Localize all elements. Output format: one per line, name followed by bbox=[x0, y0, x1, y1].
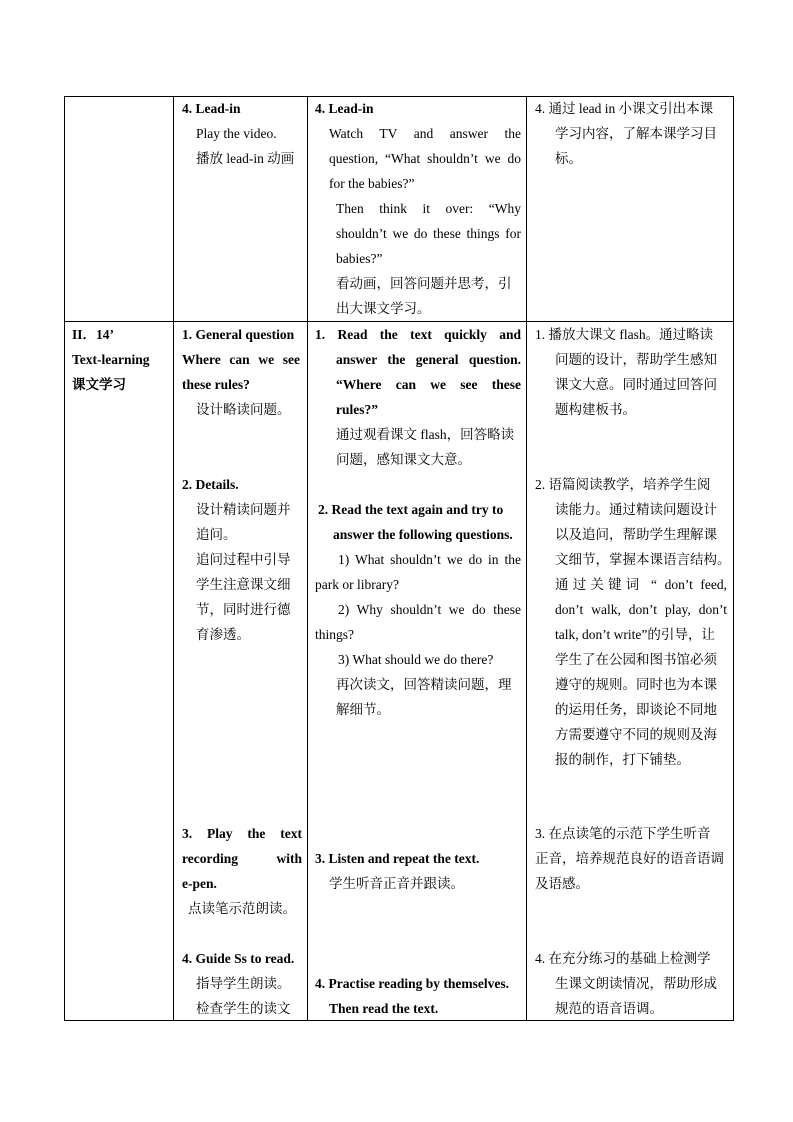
row1-student-line: question, “What shouldn’t we do bbox=[329, 151, 521, 166]
purpose-line: don’t walk, don’t play, don’t bbox=[555, 602, 727, 617]
purpose-line: 4. 在充分练习的基础上检测学 bbox=[535, 951, 711, 966]
row1-purpose-line: 学习内容，了解本课学习目 bbox=[555, 126, 717, 141]
student-listen-heading: 3. Listen and repeat the text. bbox=[315, 851, 480, 866]
purpose-line: 正音，培养规范良好的语音语调 bbox=[535, 851, 724, 866]
purpose-line: 题构建板书。 bbox=[555, 402, 636, 417]
purpose-line: 报的制作，打下铺垫。 bbox=[555, 752, 690, 767]
teacher-guide-line: 检查学生的读文 bbox=[196, 1001, 291, 1016]
student-question: 3) What should we do there? bbox=[338, 652, 494, 667]
student-read-cn: 通过观看课文 flash，回答略读 bbox=[336, 427, 515, 442]
purpose-line: 3. 在点读笔的示范下学生听音 bbox=[535, 826, 711, 841]
student-read-cn: 问题，感知课文大意。 bbox=[336, 452, 471, 467]
student-question: things? bbox=[315, 627, 354, 642]
table-border-left bbox=[64, 96, 65, 1021]
row2-step-label: II．14’ bbox=[72, 327, 115, 342]
teacher-details-line: 追问过程中引导 bbox=[196, 552, 291, 567]
purpose-line: 的运用任务，即谈论不同地 bbox=[555, 702, 717, 717]
row2-step-label: Text-learning bbox=[72, 352, 150, 367]
row1-teacher-line: 播放 lead-in 动画 bbox=[196, 151, 295, 166]
row1-teacher-heading: 4. Lead-in bbox=[182, 101, 241, 116]
teacher-guide-line: 指导学生朗读。 bbox=[196, 976, 291, 991]
teacher-play-cn: 点读笔示范朗读。 bbox=[188, 901, 296, 916]
teacher-details-line: 节，同时进行德 bbox=[196, 602, 291, 617]
student-read-line: 1. Read the text quickly and bbox=[315, 327, 521, 342]
row1-student-line: Then think it over: “Why bbox=[336, 201, 521, 216]
purpose-line: 问题的设计，帮助学生感知 bbox=[555, 352, 717, 367]
student-again-line: 2. Read the text again and try to bbox=[318, 502, 504, 517]
teacher-details-heading: 2. Details. bbox=[182, 477, 239, 492]
row1-student-line: babies?” bbox=[336, 251, 383, 266]
purpose-line: 读能力。通过精读问题设计 bbox=[555, 502, 717, 517]
student-question: 1) What shouldn’t we do in the bbox=[338, 552, 521, 567]
purpose-line: 规范的语音语调。 bbox=[555, 1001, 663, 1016]
row1-student-line: for the babies?” bbox=[329, 176, 415, 191]
purpose-line: 以及追问，帮助学生理解课 bbox=[555, 527, 717, 542]
row1-student-line: shouldn’t we do these things for bbox=[336, 226, 521, 241]
teacher-general-heading: 1. General question bbox=[182, 327, 295, 342]
row1-purpose-line: 4. 通过 lead in 小课文引出本课 bbox=[535, 101, 714, 116]
student-question: park or library? bbox=[315, 577, 399, 592]
student-again-line: answer the following questions. bbox=[333, 527, 513, 542]
student-read-line: answer the general question. bbox=[336, 352, 521, 367]
row1-student-line: Watch TV and answer the bbox=[329, 126, 521, 141]
purpose-line: talk, don’t write”的引导，让 bbox=[555, 627, 715, 642]
table-divider-3 bbox=[526, 96, 527, 1021]
student-practise-line: 4. Practise reading by themselves. bbox=[315, 976, 509, 991]
row1-student-line: 看动画，回答问题并思考，引 bbox=[336, 276, 512, 291]
teacher-details-line: 学生注意课文细 bbox=[196, 577, 291, 592]
purpose-line: 方需要遵守不同的规则及海 bbox=[555, 727, 717, 742]
table-divider-2 bbox=[307, 96, 308, 1021]
purpose-line: 通过关键词 “ don’t feed, bbox=[555, 577, 727, 592]
table-border-right bbox=[733, 96, 734, 1021]
table-divider-1 bbox=[173, 96, 174, 1021]
student-again-cn: 再次读文，回答精读问题，理 bbox=[336, 677, 512, 692]
teacher-details-line: 育渗透。 bbox=[196, 627, 250, 642]
purpose-line: 遵守的规则。同时也为本课 bbox=[555, 677, 717, 692]
teacher-details-line: 设计精读问题并 bbox=[196, 502, 291, 517]
purpose-line: 生课文朗读情况，帮助形成 bbox=[555, 976, 717, 991]
row1-purpose-line: 标。 bbox=[555, 151, 582, 166]
purpose-line: 1. 播放大课文 flash。通过略读 bbox=[535, 327, 714, 342]
student-listen-cn: 学生听音正音并跟读。 bbox=[329, 876, 464, 891]
teacher-play-line: 3. Play the text bbox=[182, 826, 302, 841]
purpose-line: 2. 语篇阅读教学，培养学生阅 bbox=[535, 477, 711, 492]
student-practise-line: Then read the text. bbox=[329, 1001, 439, 1016]
purpose-line: 学生了在公园和图书馆必须 bbox=[555, 652, 717, 667]
teacher-play-line: e-pen. bbox=[182, 876, 217, 891]
teacher-general-cn: 设计略读问题。 bbox=[196, 402, 291, 417]
purpose-line: 文细节，掌握本课语言结构。 bbox=[555, 552, 731, 567]
row1-student-line: 出大课文学习。 bbox=[336, 301, 431, 316]
student-read-line: rules?” bbox=[336, 402, 378, 417]
teacher-general-line: these rules? bbox=[182, 377, 250, 392]
student-question: 2) Why shouldn’t we do these bbox=[338, 602, 521, 617]
purpose-line: 课文大意。同时通过回答问 bbox=[555, 377, 717, 392]
teacher-details-line: 追问。 bbox=[196, 527, 237, 542]
row1-student-heading: 4. Lead-in bbox=[315, 101, 374, 116]
row1-teacher-line: Play the video. bbox=[196, 126, 277, 141]
teacher-guide-heading: 4. Guide Ss to read. bbox=[182, 951, 295, 966]
teacher-play-line: recording with bbox=[182, 851, 302, 866]
row2-step-label: 课文学习 bbox=[72, 377, 126, 392]
teacher-general-line: Where can we see bbox=[182, 352, 300, 367]
student-again-cn: 解细节。 bbox=[336, 702, 390, 717]
purpose-line: 及语感。 bbox=[535, 876, 589, 891]
student-read-line: “Where can we see these bbox=[336, 377, 521, 392]
